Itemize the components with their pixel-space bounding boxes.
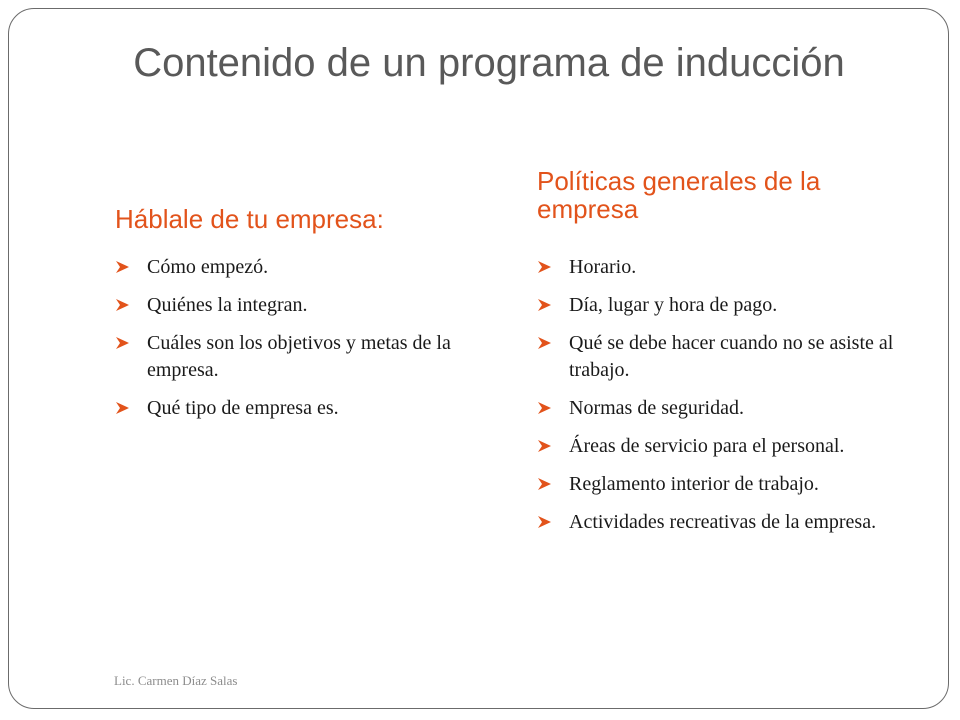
right-bullet-list — [537, 254, 909, 547]
slide-title: Contenido de un programa de inducción — [133, 41, 845, 85]
slide-frame — [8, 8, 949, 709]
arrow-bullet-icon — [115, 336, 131, 350]
list-item-text: Día, lugar y hora de pago. — [569, 294, 778, 316]
slide-footer: Lic. Carmen Díaz Salas — [114, 673, 238, 688]
list-item — [115, 395, 487, 422]
arrow-bullet-icon — [115, 401, 131, 415]
arrow-bullet-icon — [537, 336, 553, 350]
list-item-text: Normas de seguridad. — [569, 397, 744, 419]
list-item — [115, 254, 487, 281]
arrow-bullet-icon — [537, 477, 553, 491]
list-item — [537, 395, 909, 422]
arrow-bullet-icon — [115, 260, 131, 274]
list-item — [537, 254, 909, 281]
list-item — [537, 471, 909, 498]
right-column-heading: Políticas generales de la empresa — [537, 166, 821, 224]
list-item-text: Cuáles son los objetivos y metas de la empresa. — [147, 332, 451, 381]
list-item-text: Quiénes la integran. — [147, 294, 308, 316]
arrow-bullet-icon — [537, 439, 553, 453]
list-item-text: Reglamento interior de trabajo. — [569, 473, 819, 495]
list-item-text: Cómo empezó. — [147, 256, 269, 278]
list-item-text: Actividades recreativas de la empresa. — [569, 511, 877, 533]
list-item-text: Qué se debe hacer cuando no se asiste al trabajo. — [569, 332, 894, 381]
arrow-bullet-icon — [115, 298, 131, 312]
left-column-heading: Háblale de tu empresa: — [115, 204, 384, 234]
list-item — [537, 433, 909, 460]
list-item — [537, 509, 909, 536]
list-item — [537, 330, 909, 384]
arrow-bullet-icon — [537, 515, 553, 529]
list-item-text: Áreas de servicio para el personal. — [569, 435, 845, 457]
left-bullet-list — [115, 254, 487, 433]
list-item — [115, 330, 487, 384]
arrow-bullet-icon — [537, 401, 553, 415]
list-item-text: Horario. — [569, 256, 637, 278]
list-item — [537, 292, 909, 319]
list-item-text: Qué tipo de empresa es. — [147, 397, 339, 419]
arrow-bullet-icon — [537, 298, 553, 312]
list-item — [115, 292, 487, 319]
arrow-bullet-icon — [537, 260, 553, 274]
